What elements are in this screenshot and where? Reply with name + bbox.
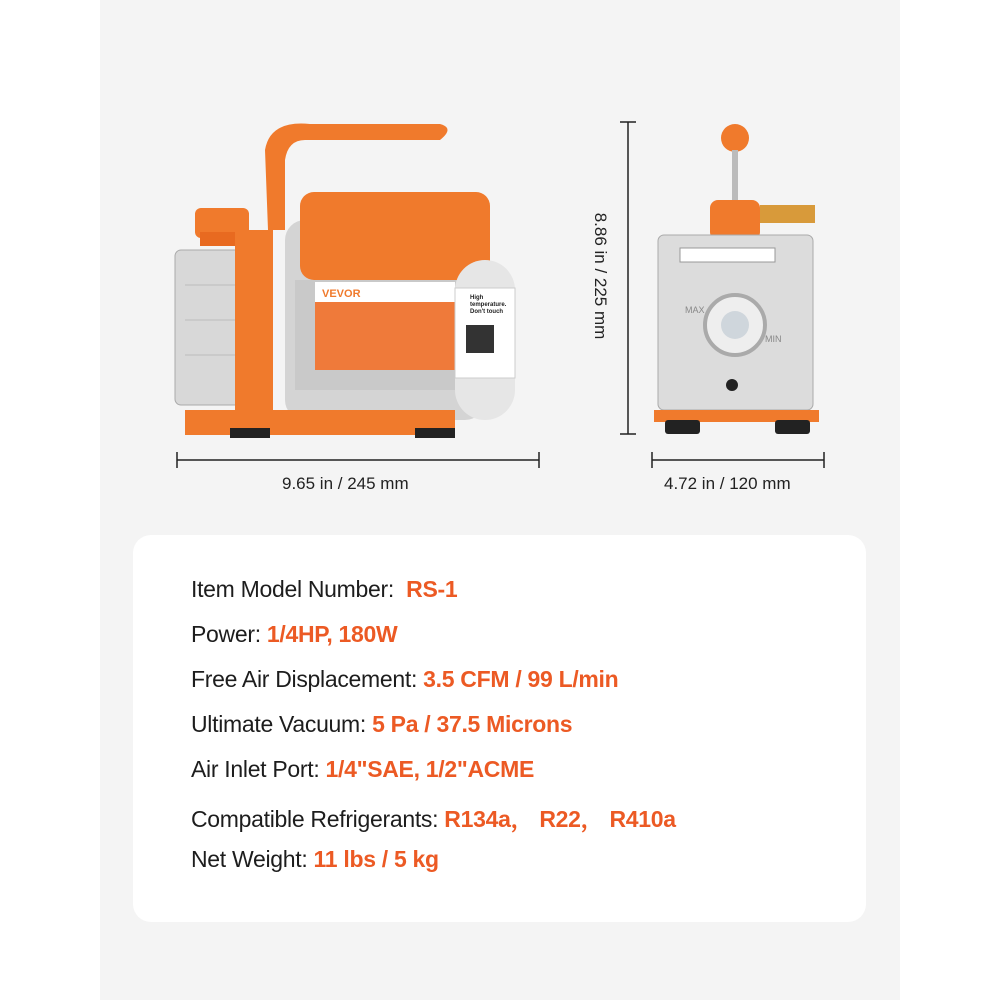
height-dimension-line <box>618 120 638 436</box>
spec-label: Free Air Displacement: <box>191 666 418 692</box>
spec-value: RS-1 <box>406 576 458 602</box>
spec-value: 3.5 CFM / 99 L/min <box>423 666 619 692</box>
spec-label: Compatible Refrigerants: <box>191 806 439 832</box>
spec-label: Net Weight: <box>191 846 308 872</box>
length-dimension-line <box>175 450 541 470</box>
spec-value: R134a， R22， R410a <box>444 806 676 832</box>
spec-refrigerants <box>191 801 676 834</box>
spec-label: Ultimate Vacuum: <box>191 711 366 737</box>
width-dimension-line <box>650 450 826 470</box>
pump-side-view-image <box>170 110 550 440</box>
gauge-max-label: MAX <box>685 305 705 315</box>
width-dimension-label: 4.72 in / 120 mm <box>664 474 791 493</box>
spec-card <box>133 535 866 922</box>
spec-air-inlet-port <box>191 756 534 783</box>
pump-front-view-image <box>650 120 830 440</box>
spec-ultimate-vacuum <box>191 711 572 738</box>
spec-air-displacement <box>191 666 618 693</box>
spec-net-weight <box>191 846 439 873</box>
gauge-min-label: MIN <box>765 334 782 344</box>
spec-value: 1/4HP, 180W <box>266 621 398 647</box>
spec-value: 11 lbs / 5 kg <box>313 846 439 872</box>
spec-power <box>191 621 397 648</box>
spec-model <box>191 576 457 603</box>
high-temperature-warning-label: High temperature. Don't touch <box>470 295 507 315</box>
spec-value: 1/4"SAE, 1/2"ACME <box>325 756 534 782</box>
spec-label: Item Model Number: <box>191 576 394 602</box>
height-dimension-label: 8.86 in / 225 mm <box>591 212 610 340</box>
spec-value: 5 Pa / 37.5 Microns <box>372 711 573 737</box>
length-dimension-label: 9.65 in / 245 mm <box>282 474 409 493</box>
spec-label: Air Inlet Port: <box>191 756 320 782</box>
spec-label: Power: <box>191 621 261 647</box>
brand-logo: VEVOR <box>322 288 361 300</box>
